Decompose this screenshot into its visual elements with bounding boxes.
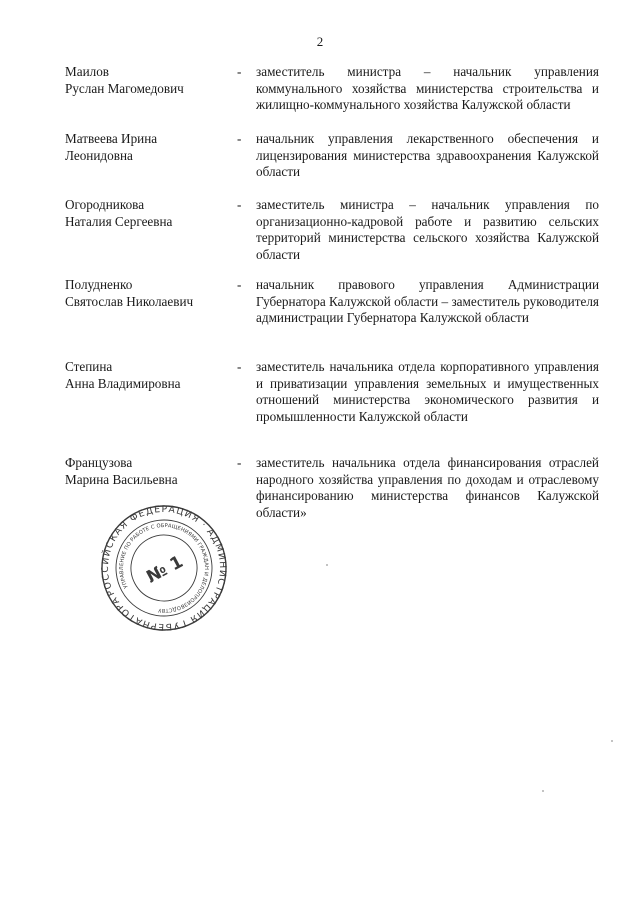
person-name (65, 64, 230, 97)
person-position: начальник управления лекарственного обеспечения и лицензирования министерства здравоохранения Калужской области (256, 131, 599, 179)
person-name (65, 277, 230, 310)
person-given-names: Леонидовна (65, 147, 133, 163)
person-surname: Огородникова (65, 197, 145, 212)
list-item (0, 359, 640, 455)
person-given-names: Марина Васильевна (65, 471, 178, 487)
person-name (65, 197, 230, 230)
separator-dash: - (237, 131, 242, 146)
separator-dash: - (237, 197, 242, 212)
separator-dash: - (237, 64, 242, 79)
stamp-outer-text: РОССИЙСКАЯ ФЕДЕРАЦИЯ · АДМИНИСТРАЦИЯ ГУБЕРНАТОРА (100, 504, 228, 632)
list-item (0, 131, 640, 197)
person-surname: Маилов (65, 64, 110, 79)
list-item (0, 277, 640, 359)
separator-dash: - (237, 277, 242, 292)
page-number: 2 (316, 34, 324, 49)
separator-dash: - (237, 455, 242, 470)
person-surname: Французова (65, 455, 133, 470)
person-position: начальник правового управления Администрации Губернатора Калужской области – заместитель руководителя администрации Губернатора Калужской области (256, 277, 599, 325)
person-given-names: Святослав Николаевич (65, 293, 194, 309)
person-position: заместитель министра – начальник управления по организационно-кадровой работе и развитию сельских территорий министерства сельского хозяйства Калужской области (256, 197, 599, 262)
person-position: заместитель министра – начальник управления коммунального хозяйства министерства строительства и жилищно-коммунального хозяйства Калужской области (256, 64, 599, 112)
stamp-number: № 1 (143, 551, 187, 588)
person-surname: Матвеева Ирина (65, 131, 158, 146)
stamp-inner-text: УПРАВЛЕНИЕ ПО РАБОТЕ С ОБРАЩЕНИЯМИ ГРАЖДАН И ДЕЛОПРОИЗВОДСТВУ (118, 522, 210, 614)
person-surname: Степина (65, 359, 113, 374)
person-position: заместитель начальника отдела корпоративного управления и приватизации управления земельных и имущественных отношений министерства экономического развития и промышленности Калужской области (256, 359, 599, 424)
person-position: заместитель начальника отдела финансирования отраслей народного хозяйства управления по доходам и отраслевому финансированию министерства финансов Калужской области» (256, 455, 599, 520)
person-surname: Полудненко (65, 277, 133, 292)
person-given-names: Наталия Сергеевна (65, 213, 173, 229)
list-item (0, 64, 640, 131)
separator-dash: - (237, 359, 242, 374)
scan-speck (611, 740, 613, 742)
person-name (65, 359, 230, 392)
scan-speck (326, 564, 328, 566)
personnel-list (0, 64, 640, 525)
person-name (65, 131, 230, 164)
person-name (65, 455, 230, 488)
list-item (0, 455, 640, 525)
scan-speck (542, 790, 544, 792)
official-stamp (100, 504, 228, 632)
person-given-names: Анна Владимировна (65, 375, 181, 391)
person-given-names: Руслан Магомедович (65, 80, 184, 96)
list-item (0, 197, 640, 277)
